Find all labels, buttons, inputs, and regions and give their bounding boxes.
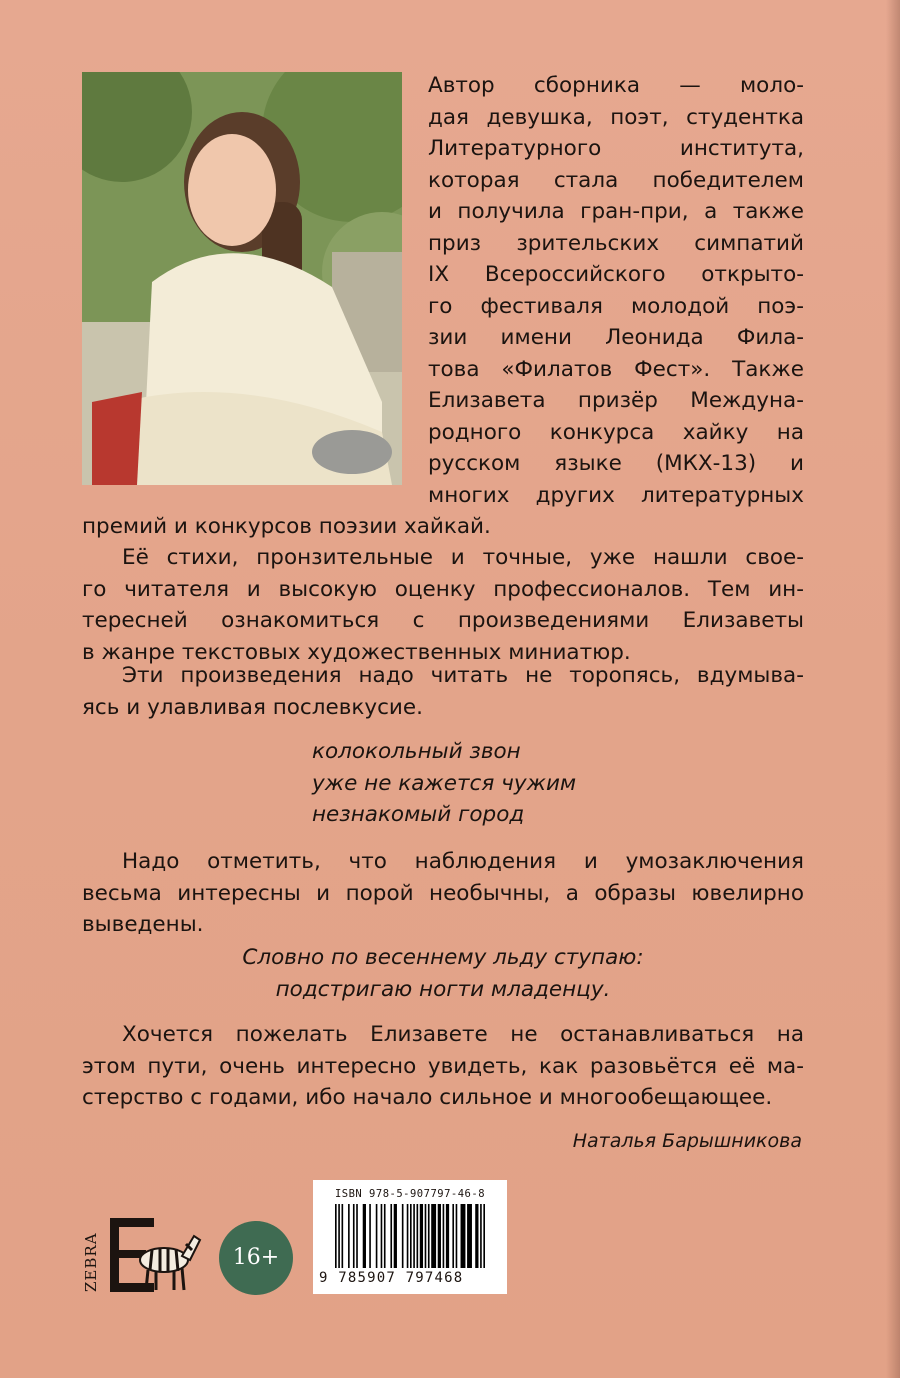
barcode-digits: 9 785907 797468 — [319, 1270, 464, 1286]
text-line: русском языке (МКХ-13) и — [428, 451, 804, 476]
barcode-bar — [363, 1204, 366, 1268]
intro-last-line — [82, 511, 804, 543]
text-line: подстригаю ногти младенцу. — [275, 976, 611, 1002]
barcode-bar — [348, 1204, 350, 1268]
paragraph-5 — [82, 1019, 804, 1114]
barcode-bar — [356, 1204, 358, 1268]
barcode-bar — [338, 1204, 340, 1268]
barcode-bar — [417, 1204, 419, 1268]
barcode-bar — [335, 1204, 337, 1268]
barcode-bar — [480, 1204, 482, 1268]
barcode-bar — [431, 1204, 436, 1268]
barcode-bar — [425, 1204, 427, 1268]
text-line: го фестиваля молодой поэ- — [428, 293, 804, 319]
author-photo — [82, 72, 402, 485]
paragraph-4 — [82, 846, 804, 941]
text-line: выведены. — [82, 912, 204, 937]
text-line: Её стихи, пронзительные и точные, уже нашли свое- — [122, 545, 804, 570]
age-rating-badge: 16+ — [219, 1221, 293, 1295]
text-line: Словно по весеннему льду ступаю: — [242, 945, 644, 970]
text-line: стерство с годами, ибо начало сильное и многообещающее. — [82, 1085, 773, 1110]
barcode-bar — [420, 1204, 423, 1268]
text-line: Надо отметить, что наблюдения и умозаключения — [122, 849, 804, 874]
barcode-bar — [446, 1204, 449, 1268]
text-line: приз зрительских симпатий — [428, 230, 804, 256]
barcode-bar — [376, 1204, 378, 1268]
signature: Наталья Барышникова — [572, 1130, 802, 1152]
text-line: Автор сборника — моло- — [428, 73, 804, 98]
haiku-poem — [312, 736, 576, 831]
text-line: премий и конкурсов поэзии хайкай. — [82, 514, 491, 539]
barcode-bar — [390, 1204, 392, 1268]
barcode-bar — [410, 1204, 412, 1268]
barcode-bar — [467, 1204, 472, 1268]
barcode-bar — [443, 1204, 445, 1268]
barcode-bar — [342, 1204, 344, 1268]
barcode-bar — [428, 1204, 430, 1268]
barcode-bar — [394, 1204, 397, 1268]
barcode-bar — [353, 1204, 355, 1268]
barcode-bar — [438, 1204, 441, 1268]
text-line: Елизавета призёр Междуна- — [428, 388, 804, 413]
text-line: в жанре текстовых художественных миниатюр. — [82, 639, 631, 665]
text-line: колокольный звон — [312, 739, 521, 764]
barcode-bar — [381, 1204, 383, 1268]
barcode-bar — [475, 1204, 478, 1268]
barcode-bar — [461, 1204, 466, 1268]
text-line: тересней ознакомиться с произведениями Елизаветы — [82, 608, 804, 633]
isbn-label: ISBN 978-5-907797-46-8 — [334, 1188, 486, 1200]
text-line: которая стала победителем — [428, 167, 804, 193]
text-line: IX Всероссийского открыто- — [428, 262, 804, 287]
barcode-bar — [384, 1204, 386, 1268]
barcode-bar — [483, 1204, 485, 1268]
text-line: родного конкурса хайку на — [428, 419, 804, 445]
paragraph-2 — [82, 542, 804, 668]
text-line: и получила гран-при, а также — [428, 199, 804, 224]
barcode-bar — [407, 1204, 409, 1268]
text-line: дая девушка, поэт, студентка — [428, 104, 804, 130]
publisher-logo-text: ZEBRA — [82, 1232, 100, 1292]
text-line: ясь и улавливая послевкусие. — [82, 694, 423, 720]
zebra-icon — [140, 1236, 200, 1290]
text-line: Литературного института, — [428, 136, 804, 161]
poem-couplet — [82, 942, 804, 1005]
text-line: незнакомый город — [312, 802, 525, 827]
text-line: това «Филатов Фест». Также — [428, 356, 804, 382]
barcode-bar — [369, 1204, 371, 1268]
publisher-logo — [82, 1216, 202, 1294]
barcode-bar — [413, 1204, 415, 1268]
barcode-bar — [452, 1204, 454, 1268]
barcode-bar — [402, 1204, 404, 1268]
text-line: зии имени Леонида Фила- — [428, 325, 804, 350]
barcode-bars — [335, 1204, 485, 1268]
isbn-barcode — [313, 1180, 507, 1294]
text-line: весьма интересны и порой необычны, а образы ювелирно — [82, 880, 804, 906]
text-line: Эти произведения надо читать не торопясь, вдумыва- — [122, 663, 804, 688]
text-line: этом пути, очень интересно увидеть, как разовьётся её ма- — [82, 1053, 804, 1079]
paragraph-3 — [82, 660, 804, 723]
cover-edge-shadow — [886, 0, 900, 1378]
text-line: уже не кажется чужим — [312, 770, 577, 796]
text-line: Хочется пожелать Елизавете не останавливаться на — [122, 1022, 804, 1047]
text-line: го читателя и высокую оценку профессионалов. Тем ин- — [82, 576, 804, 602]
intro-paragraph — [428, 70, 804, 511]
text-line: многих других литературных — [428, 482, 804, 508]
barcode-bar — [456, 1204, 458, 1268]
